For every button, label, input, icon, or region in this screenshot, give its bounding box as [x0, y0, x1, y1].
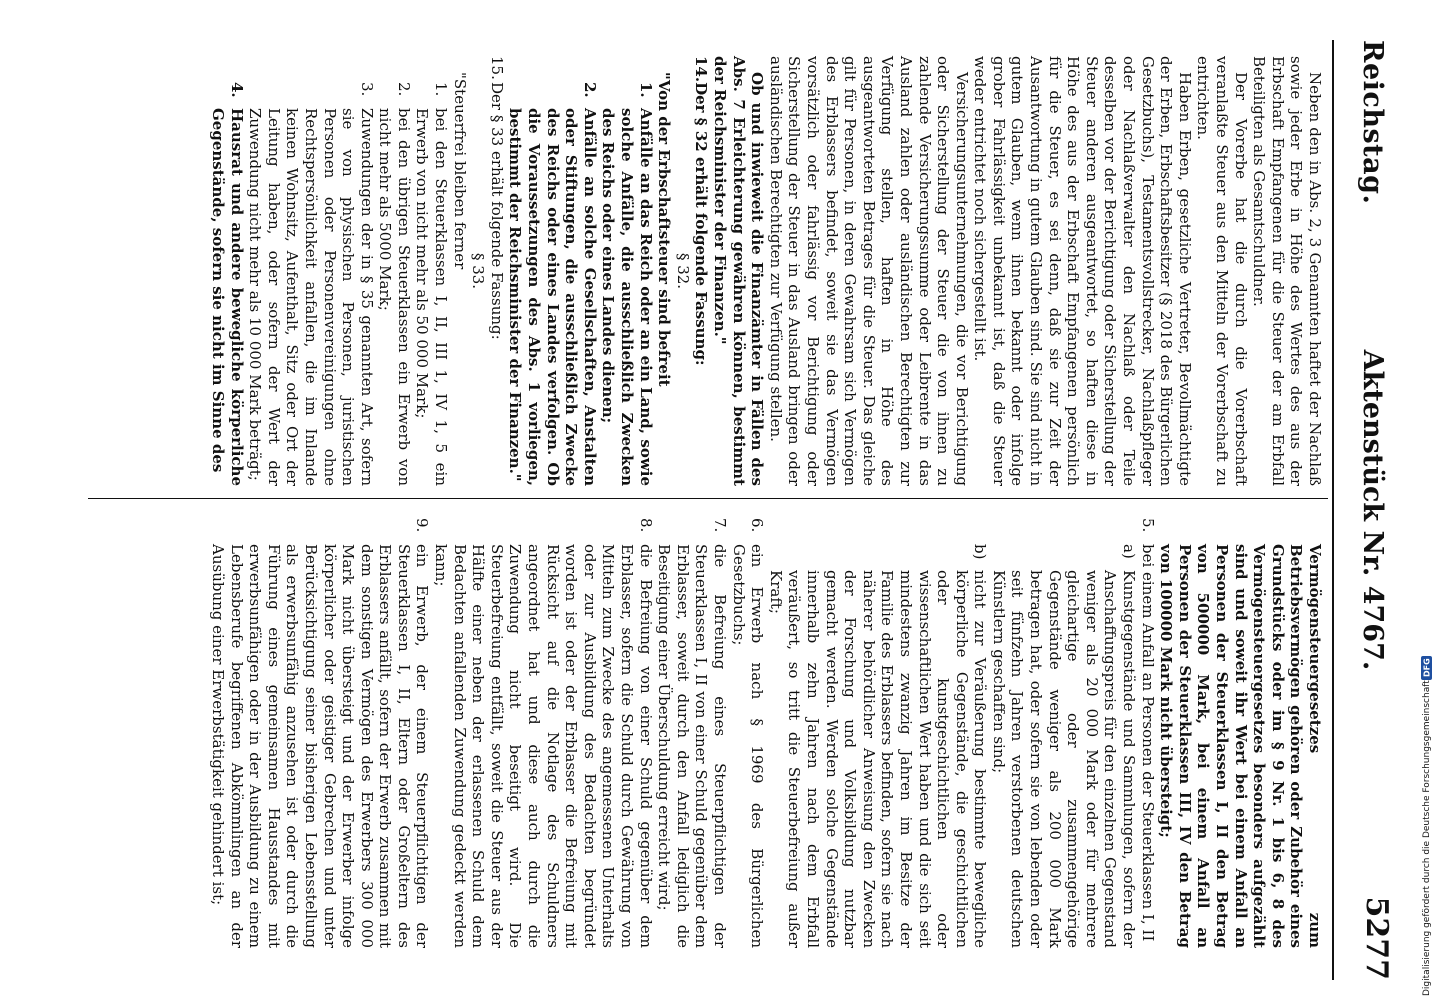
dfg-logo-icon: DFG — [1422, 656, 1433, 681]
credit-text: Digitalisierung gefördert durch die Deutsche Forschungsgemeinschaft — [1422, 680, 1432, 996]
right-column — [208, 518, 1324, 948]
item-number: 4. — [227, 82, 246, 98]
list-item — [599, 56, 655, 486]
item-number: 1. — [636, 82, 655, 98]
paragraph: Ob und inwieweit die Finanzämter in Fällen des Abs. 7 Erleichterung gewähren können, bestimmt der Reichsminister der Finanzen." — [711, 56, 767, 486]
list-item-continuation — [1157, 518, 1324, 948]
list-item — [208, 518, 431, 948]
paragraph: Neben den in Abs. 2, 3 Genannten haftet der Nachlaß sowie jeder Erbe in Höhe des Wertes des aus der Erbschaft Empfangenen für die Steuer der am Erbfall Beteiligten als Gesamtschuldner. — [1250, 56, 1324, 486]
item-text: Hausrat und andere bewegliche körperliche Gegenstände, sofern sie nicht im Sinne des — [208, 108, 246, 486]
item-text: Zuwendungen der in § 35 genannten Art, sofern sie von physischen Personen, juristischen Personen oder Personenvereinigungen ohne Rechtspersönlichkeit anfallen, die im Inlande keinen Wohnsitz, Aufenthalt, Sitz oder Ort der Leitung haben, oder sofern der Wert der Zuwendung nicht mehr als 10 000 Mark beträgt; — [246, 108, 376, 486]
list-item — [432, 518, 655, 948]
list-item — [376, 56, 413, 486]
sub-list-item — [989, 518, 1138, 948]
digitization-credit — [1420, 4, 1434, 996]
item-text: Der § 33 erhält folgende Fassung: — [487, 82, 506, 340]
list-item — [692, 56, 711, 486]
item-number: 2. — [394, 82, 413, 97]
item-number: 6. — [748, 518, 767, 533]
item-text: die Befreiung von einer Schuld gegenüber dem Erblasser, sofern die Schuld durch Gewährung von Mitteln zum Zwecke des angemessenen Unterhalts oder zur Ausbildung des Bedachten begründet worden ist oder der Erblasser die Befreiung mit Rücksicht auf die Notlage des Schuldners angeordnet hat und diese auch durch die Zuwendung nicht beseitigt wird. Die Steuerbefreiung entfällt, soweit die Steuer aus der Hälfte einer neben der erlassenen Schuld dem Bedachten anfallenden Zuwendung gedeckt werden kann; — [432, 544, 655, 948]
paragraph: Versicherungsunternehmungen, die vor Berichtigung oder Sicherstellung der Steuer die von ihnen zu zahlende Versicherungssumme oder Leibrente in das Ausland zahlen oder ausländischen Berechtigten zur Verfügung stellen, haften in Höhe des ausgeantworteten Betrages für die Steuer. Das gleiche gilt für Personen, in deren Gewahrsam sich Vermögen des Erblassers befindet, soweit sie das Vermögen vorsätzlich oder fahrlässig vor Berichtigung oder Sicherstellung der Steuer in das Ausland bringen oder ausländischen Berechtigten zur Verfügung stellen. — [766, 56, 971, 486]
column-divider — [88, 498, 1328, 499]
list-item — [1138, 518, 1157, 948]
page-header — [1342, 40, 1402, 980]
item-number: 15. — [487, 56, 506, 80]
header-title: Aktenstück Nr. 4767. — [1357, 349, 1388, 671]
item-number: 1. — [432, 82, 451, 97]
list-item — [487, 56, 506, 486]
item-text: die Befreiung eines Steuerpflichtigen der Steuerklassen I, II von einer Schuld gegenüber dem Erblasser, soweit durch den Anfall lediglich die Beseitigung einer Überschuldung erreicht wird; — [655, 544, 729, 948]
item-number: 14. — [692, 56, 711, 83]
item-text: Vermögensteuergesetzes zum Betriebsvermögen gehören oder Zubehör eines Grundstücks oder im § 9 Nr. 1 bis 6, 8 des Vermögensteuergesetzes besonders aufgezählt sind und soweit ihr Wert bei einem Anfall an Personen der Steuerklassen I, II den Betrag von 500000 Mark, bei einem Anfall an Personen der Steuerklassen III, IV den Betrag von 100000 Mark nicht übersteigt; — [1157, 544, 1324, 948]
item-text: Der § 32 erhält folgende Fassung: — [692, 82, 711, 366]
header-rule — [1332, 40, 1334, 980]
item-text: bei den übrigen Steuerklassen ein Erwerb von nicht mehr als 5000 Mark; — [376, 108, 413, 486]
item-text: Anfälle an das Reich oder an ein Land, sowie solche Anfälle, die ausschließlich Zwecken des Reichs oder eines Landes dienen; — [599, 108, 655, 486]
sub-list-item — [766, 518, 989, 948]
item-text: ein Erwerb nach § 1969 des Bürgerlichen Gesetzbuchs; — [729, 544, 767, 948]
item-text: Kunstgegenstände und Sammlungen, sofern der Anschaffungspreis für den einzelnen Gegenstand weniger als 20 000 Mark oder für mehrere gleichartige oder zusammengehörige Gegenstände weniger als 200 000 Mark betragen hat, oder sofern sie von lebenden oder seit fünfzehn Jahren verstorbenen deutschen Künstlern geschaffen sind; — [989, 570, 1139, 948]
section-intro: "Steuerfrei bleiben ferner — [450, 72, 469, 270]
page-number: 5277 — [1359, 896, 1394, 980]
list-item — [413, 56, 450, 486]
paragraph: Haben Erben, gesetzliche Vertreter, Bevollmächtigte der Erben, Erbschaftsbesitzer (§ 2018 des Bürgerlichen Gesetzbuchs), Testamentsvollstrecker, Nachlaßpfleger oder Nachlaßverwalter den Nachlaß oder Teile desselben vor der Berichtigung oder Sicherstellung der Steuer anderen ausgeantwortet, so haften diese in Höhe des aus der Erbschaft Empfangenen persönlich für die Steuer, es sei denn, daß sie zur Zeit der Ausantwortung in gutem Glauben sind. Sie sind nicht in gutem Glauben, wenn ihnen bekannt oder infolge grober Fahrlässigkeit unbekannt ist, daß die Steuer weder entrichtet noch sichergestellt ist. — [971, 56, 1194, 486]
document-page — [60, 0, 1416, 1000]
item-number: 8. — [636, 518, 655, 533]
list-item — [655, 518, 729, 948]
left-column — [208, 56, 1324, 486]
item-text: bei den Steuerklassen I, II, III 1, IV 1, 5 ein Erwerb von nicht mehr als 50 000 Mark; — [413, 108, 451, 486]
item-letter: b) — [971, 544, 990, 560]
item-number: 2. — [580, 82, 599, 98]
section-heading: § 32. — [673, 252, 692, 290]
item-number: 9. — [413, 518, 432, 533]
item-number: 5. — [1138, 518, 1157, 533]
section-heading: § 33. — [469, 252, 488, 290]
header-left: Reichstag. — [1357, 40, 1388, 205]
paragraph: Der Vorerbe hat die durch die Vorerbschaft veranlaßte Steuer aus den Mitteln der Vorerbschaft zu entrichten. — [1194, 56, 1250, 486]
item-text: ein Erwerb, der einem Steuerpflichtigen der Steuerklassen I, II, Eltern oder Großeltern des Erblassers anfällt, sofern der Erwerb zusammen mit dem sonstigen Vermögen des Erwerbers 300 000 Mark nicht übersteigt und der Erwerber infolge körperlicher oder geistiger Gebrechen und unter Berücksichtigung seiner bisherigen Lebensstellung als erwerbsunfähig anzusehen ist oder durch die Führung eines gemeinsamen Hausstandes mit erwerbsunfähigen oder in der Ausbildung zu einem Lebensberufe begriffenen Abkömmlingen an der Ausübung einer Erwerbstätigkeit gehindert ist; — [208, 544, 432, 948]
section-intro: "Von der Erbschaftsteuer sind befreit — [655, 72, 674, 387]
list-item — [208, 56, 245, 486]
list-item — [246, 56, 376, 486]
item-number: 3. — [357, 82, 376, 97]
list-item — [506, 56, 599, 486]
item-letter: a) — [1120, 544, 1139, 559]
item-number: 7. — [711, 518, 729, 533]
list-item — [729, 518, 766, 948]
item-text: bei einem Anfall an Personen der Steuerklassen I, II — [1138, 544, 1157, 942]
item-text: nicht zur Veräußerung bestimmte bewegliche körperliche Gegenstände, die geschichtlichen oder kunstgeschichtlichen oder wissenschaftlichen Wert haben und die sich seit mindestens zwanzig Jahren im Besitze der Familie des Erblassers befinden, sofern sie nach näherer behördlicher Anweisung den Zwecken der Forschung und Volksbildung nutzbar gemacht werden. Werden solche Gegenstände innerhalb zehn Jahren nach dem Erbfall veräußert, so tritt die Steuerbefreiung außer Kraft; — [766, 570, 990, 948]
item-text: Anfälle an solche Gesellschaften, Anstalten oder Stiftungen, die ausschließlich Zwecke des Reichs oder eines Landes verfolgen. Ob die Voraussetzungen des Abs. 1 vorliegen, bestimmt der Reichsminister der Finanzen." — [506, 108, 599, 486]
